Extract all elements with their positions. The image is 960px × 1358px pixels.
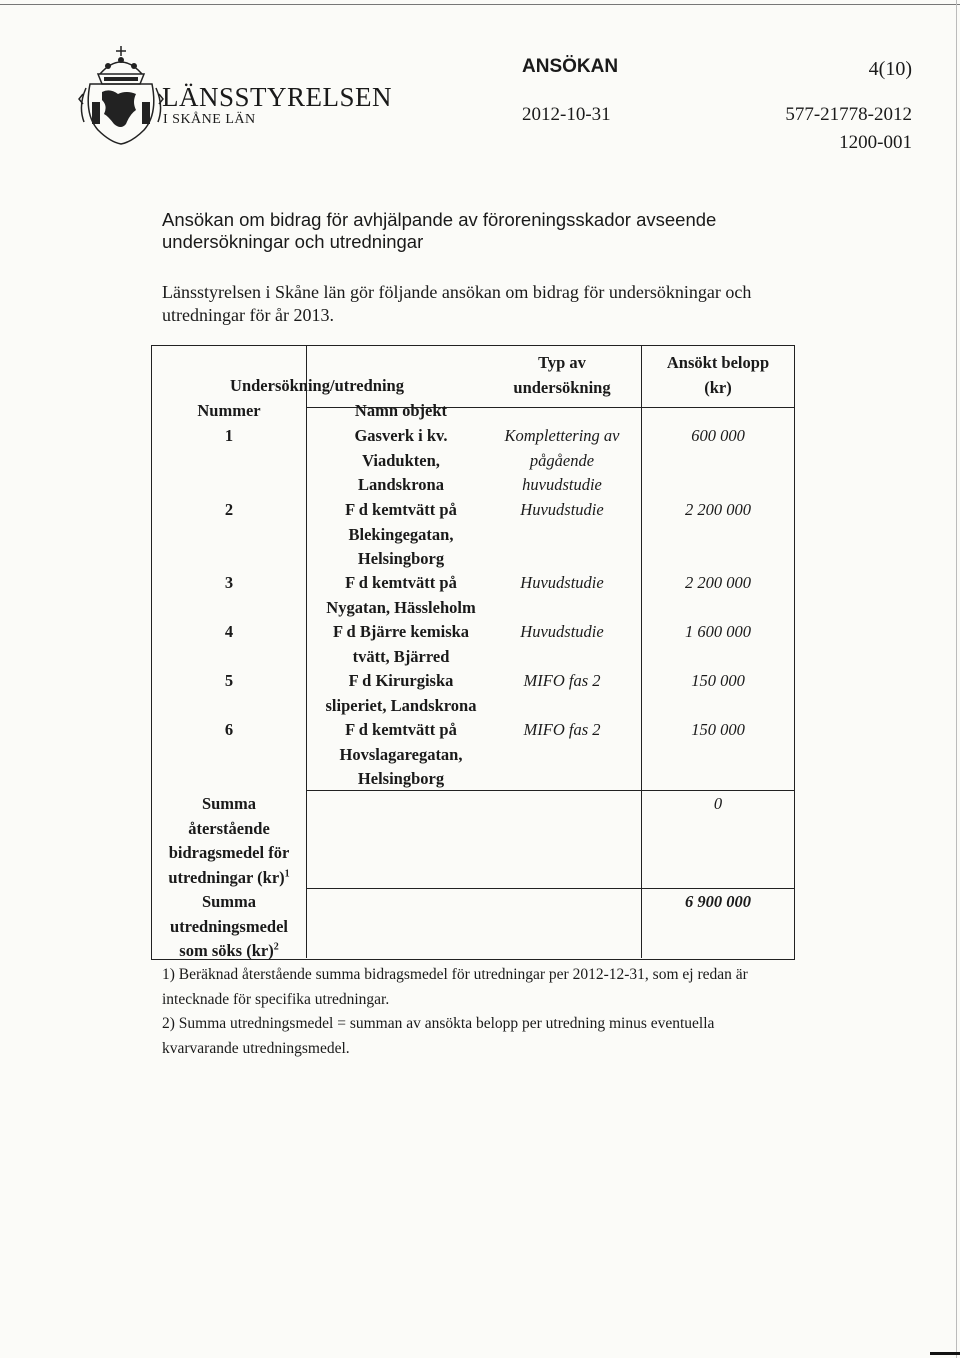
table-hline (642, 888, 794, 889)
row-study-type: Huvudstudie (520, 622, 604, 641)
row-study-type: MIFO fas 2 (523, 671, 601, 690)
name-line: Viadukten, (362, 450, 440, 470)
row-object-name (306, 620, 496, 669)
document-heading (162, 209, 882, 253)
name-line: Helsingborg (357, 549, 445, 568)
row-number: 1 (224, 426, 234, 445)
summary-label-line: bidragsmedel för (168, 843, 290, 862)
row-amount: 1 600 000 (685, 622, 751, 641)
type-line: Komplettering av (504, 426, 620, 445)
application-table (151, 345, 795, 960)
summary-remaining-amount: 0 (713, 794, 723, 813)
row-amount: 2 200 000 (685, 500, 751, 519)
row-amount: 150 000 (691, 671, 745, 690)
row-study-type (482, 424, 642, 498)
organization-subtitle: I SKÅNE LÄN (163, 112, 256, 127)
footnote-line: intecknade för specifika utredningar. (162, 990, 390, 1008)
row-study-type: Huvudstudie (520, 573, 604, 592)
name-line: Nygatan, Hässleholm (326, 597, 476, 617)
col-amount-header (642, 351, 794, 400)
row-study-type: Huvudstudie (520, 500, 604, 519)
row-number: 5 (224, 671, 234, 690)
col-type-header-line: undersökning (513, 377, 611, 397)
coat-of-arms-logo (78, 44, 164, 146)
row-number: 6 (224, 720, 234, 739)
col-amount-header-line: (kr) (704, 377, 732, 397)
footnote-ref: 2 (273, 941, 279, 953)
name-line: Helsingborg (357, 769, 445, 788)
row-number: 3 (224, 573, 234, 592)
summary-label-line: Summa (201, 794, 257, 813)
name-line: Hovslagaregatan, (339, 744, 463, 764)
footnote-line: kvarvarande utredningsmedel. (162, 1039, 350, 1057)
heading-line: Ansökan om bidrag för avhjälpande av föroreningsskador avseende (162, 209, 717, 230)
name-line: Landskrona (358, 475, 444, 494)
name-line: F d Bjärre kemiska (332, 622, 470, 641)
col-type-header (482, 351, 642, 400)
name-line: F d Kirurgiska (348, 671, 454, 690)
row-object-name (306, 571, 496, 620)
intro-line: utredningar för år 2013. (162, 305, 334, 325)
summary-label-line: återstående (188, 818, 270, 838)
heading-line: undersökningar och utredningar (162, 231, 424, 252)
name-line: F d kemtvätt på (345, 500, 457, 519)
row-object-name (306, 424, 496, 498)
right-edge-rule (956, 0, 957, 1358)
row-amount: 2 200 000 (685, 573, 751, 592)
page-number: 4(10) (868, 58, 912, 80)
name-line: tvätt, Bjärred (352, 646, 450, 666)
row-number: 2 (224, 500, 234, 519)
summary-requested-label (152, 890, 306, 964)
summary-requested-amount: 6 900 000 (685, 892, 751, 911)
document-date: 2012-10-31 (522, 104, 611, 125)
col-group-header: Undersökning/utredning (230, 376, 404, 395)
col-amount-header-line: Ansökt belopp (666, 353, 770, 372)
intro-paragraph (162, 281, 822, 327)
footnote-line: 1) Beräknad återstående summa bidragsmedel för utredningar per 2012-12-31, som ej redan är (162, 966, 748, 983)
col-number-header: Nummer (197, 401, 261, 420)
organization-name: LÄNSSTYRELSEN (162, 82, 393, 112)
name-line: sliperiet, Landskrona (325, 695, 477, 715)
table-hline (642, 790, 794, 791)
footnote-line: 2) Summa utredningsmedel = summan av ansökta belopp per utredning minus eventuella (162, 1015, 715, 1032)
type-line: pågående (529, 450, 595, 470)
summary-label-line: som söks (kr)$^2$ (179, 941, 279, 960)
footnote-ref: 1 (284, 868, 290, 879)
row-amount: 150 000 (691, 720, 745, 739)
summary-remaining-label (152, 792, 306, 890)
col-type-header-line: Typ av (538, 353, 586, 372)
row-object-name (306, 718, 496, 792)
row-study-type: MIFO fas 2 (523, 720, 601, 739)
col-name-header: Namn objekt (354, 401, 448, 420)
document-type: ANSÖKAN (522, 56, 619, 77)
summary-label-line: utredningar (kr)$^1$ (168, 867, 290, 887)
corner-mark (930, 1352, 960, 1355)
department-code: 1200-001 (839, 132, 912, 153)
summary-label-line: utredningsmedel (170, 916, 288, 936)
type-line: huvudstudie (522, 475, 602, 494)
name-line: Gasverk i kv. (354, 426, 448, 445)
row-object-name (306, 669, 496, 718)
summary-label-line: Summa (201, 892, 257, 911)
table-hline (307, 888, 641, 889)
intro-line: Länsstyrelsen i Skåne län gör följande ansökan om bidrag för undersökningar och (162, 282, 752, 302)
row-amount: 600 000 (691, 426, 745, 445)
name-line: Blekingegatan, (348, 524, 454, 544)
name-line: F d kemtvätt på (345, 720, 457, 739)
top-rule (0, 4, 960, 5)
name-line: F d kemtvätt på (345, 573, 457, 592)
row-number: 4 (224, 622, 234, 641)
diary-number: 577-21778-2012 (785, 104, 912, 125)
footnote-2 (162, 1012, 802, 1061)
row-object-name (306, 498, 496, 572)
footnote-1 (162, 963, 802, 1012)
table-hline (642, 407, 794, 408)
